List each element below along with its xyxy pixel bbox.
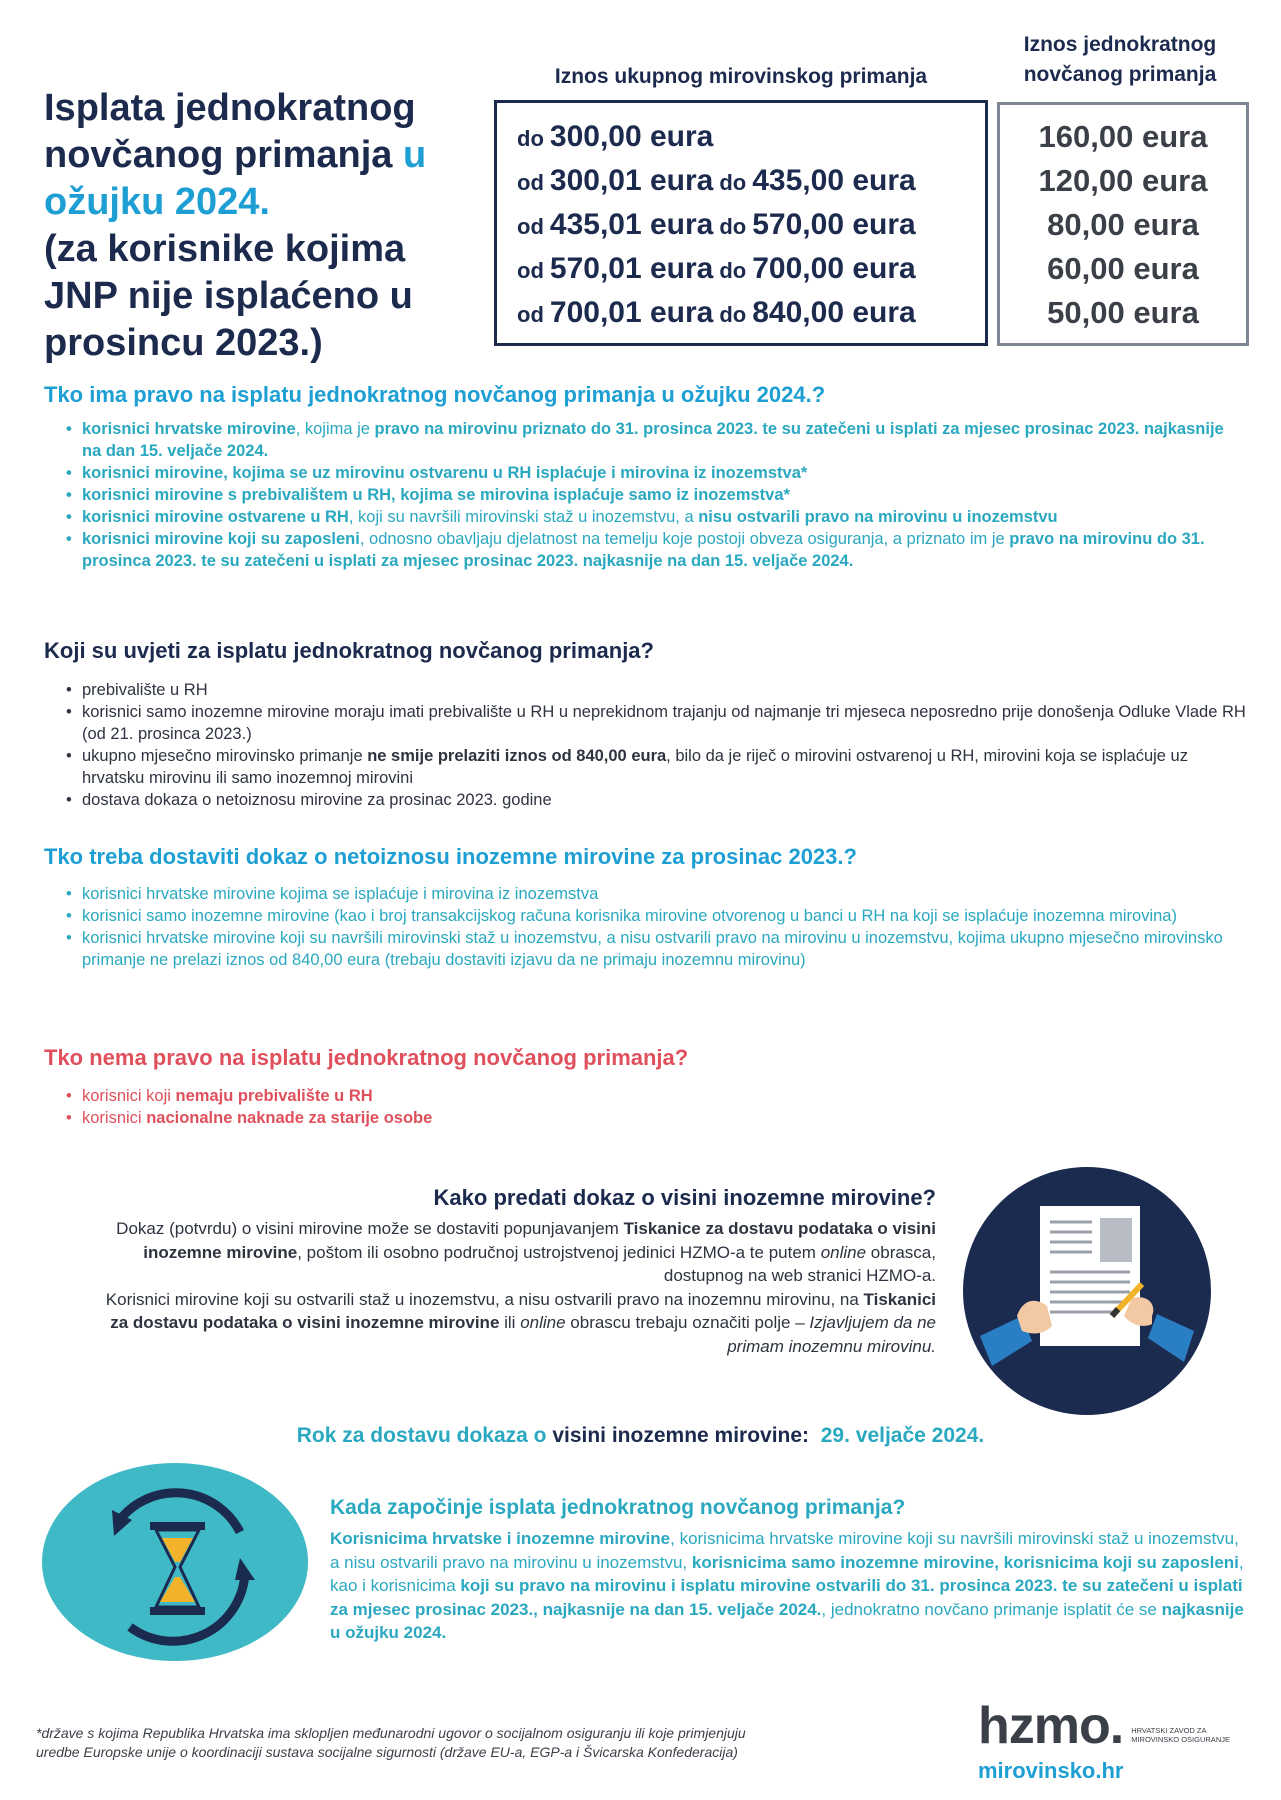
section5-text	[100, 1217, 936, 1358]
range-part: 700,01 eura	[549, 296, 714, 329]
hzmo-logo	[978, 1697, 1258, 1784]
amount-cell: 160,00 eura	[1038, 119, 1208, 154]
range-row	[517, 247, 916, 291]
section6-title: Kada započinje isplata jednokratnog novčanog primanja?	[330, 1496, 906, 1519]
text-part: ne smije prelaziti iznos od 840,00 eura	[367, 747, 667, 765]
list-item: • dostava dokaza o netoiznosu mirovine za prosinac 2023. godine	[44, 789, 1254, 811]
text-part: Korisnici mirovine koji su ostvarili staž u inozemstvu, a nisu ostvarili pravo na inozemnu mirovinu, na	[105, 1289, 864, 1309]
text-part: , bilo da je riječ o mirovini ostvarenoj u RH, mirovini koja se isplaćuje uz hrvatsku mirovinu ili samo inozemnoj mirovini	[82, 747, 1188, 787]
list-item: • korisnici samo inozemne mirovine (kao i broj transakcijskog računa korisnika mirovine otvorenog u banci u RH na koji se isplaćuje inozemna mirovina)	[44, 905, 1254, 927]
text-part: ukupno mjesečno mirovinsko primanje	[82, 747, 368, 765]
text-part: online	[820, 1242, 867, 1262]
text-part: Izjavljujem da ne primam inozemnu mirovinu.	[727, 1313, 936, 1356]
text-part: ili	[499, 1313, 521, 1332]
title-part: u	[402, 134, 427, 176]
list-item	[44, 462, 1244, 484]
range-part: od	[517, 258, 544, 283]
title-line: JNP nije isplaćeno u	[44, 275, 413, 317]
range-row	[517, 291, 916, 335]
section2-list	[44, 679, 1254, 811]
range-part: 700,00 eura	[752, 252, 916, 285]
section1-list	[44, 418, 1244, 572]
text-part: korisnici mirovine koji su zaposleni	[82, 530, 360, 548]
list-item	[44, 506, 1244, 528]
range-part: 570,00 eura	[752, 208, 916, 241]
range-part: do	[719, 170, 747, 195]
text-part: Tiskanice za dostavu podataka o visini inozemne mirovine	[143, 1219, 936, 1262]
text-part: pravo na mirovinu do 31. prosinca 2023. te su zatečeni u isplati za mjesec prosinac 2023. najkasnije na dan 15. veljače 2024.	[82, 530, 1205, 570]
range-part: 570,01 eura	[549, 252, 714, 285]
text-part: Korisnicima hrvatske i inozemne mirovine	[330, 1529, 671, 1548]
range-part: do	[517, 126, 544, 151]
range-part: 840,00 eura	[752, 296, 916, 329]
text-part: , koji su navršili mirovinski staž u inozemstvu, a	[348, 508, 699, 526]
list-item	[44, 418, 1244, 462]
website-link[interactable]: mirovinsko.hr	[978, 1758, 1124, 1783]
range-part: 435,01 eura	[549, 208, 714, 241]
section4-title: Tko nema pravo na isplatu jednokratnog novčanog primanja?	[44, 1045, 689, 1070]
list-item: • prebivalište u RH	[44, 679, 1254, 701]
range-part: od	[517, 170, 544, 195]
text-part: pravo na mirovinu priznato do 31. prosinca 2023. te su zatečeni u isplati za mjesec prosinac 2023. najkasnije na dan 15. veljače 2024.	[82, 420, 1224, 460]
logo-subtitle-line: HRVATSKI ZAVOD ZA	[1131, 1726, 1207, 1735]
range-row	[517, 159, 916, 203]
text-part: korisnici mirovine, kojima se uz mirovinu ostvarenu u RH isplaćuje i mirovina iz inozemstva*	[82, 464, 808, 482]
title-line: prosincu 2023.)	[44, 322, 323, 364]
title-line: ožujku 2024.	[44, 181, 270, 223]
footnote-line: uredbe Europske unije o koordinaciji sustava socijalne sigurnosti (države EU-a, EGP-a i Švicarska Konfederacija)	[36, 1744, 738, 1760]
range-part: do	[719, 258, 747, 283]
range-part: od	[517, 214, 544, 239]
text-part: Rok za dostavu dokaza o	[296, 1424, 553, 1447]
list-item: • korisnici samo inozemne mirovine moraju imati prebivalište u RH u neprekidnom trajanju od najmanje tri mjeseca neposredno prije donošenja Odluke Vlade RH (od 21. prosinca 2023.)	[44, 701, 1254, 745]
range-part: do	[719, 302, 747, 327]
range-part: od	[517, 302, 544, 327]
list-item: • korisnici hrvatske mirovine kojima se isplaćuje i mirovina iz inozemstva	[44, 883, 1254, 905]
text-part: , jednokratno novčano primanje isplatit će se	[821, 1599, 1162, 1619]
ranges-header: Iznos ukupnog mirovinskog primanja	[554, 65, 928, 88]
hourglass-refresh-icon	[40, 1462, 310, 1662]
section6-text	[330, 1527, 1246, 1645]
text-part: obrasca, dostupnog na web stranici HZMO-a.	[663, 1242, 936, 1285]
range-row	[517, 203, 916, 247]
amount-cell: 120,00 eura	[1038, 163, 1208, 198]
page-title	[44, 85, 474, 367]
text-part: koji su pravo na mirovinu i isplatu mirovine ostvarili do 31. prosinca 2023. te su zatečeni u isplati za mjesec prosinac 2023., najkasnije na dan 15. veljače 2024.	[330, 1576, 1243, 1619]
list-item	[44, 528, 1244, 572]
text-part: Dokaz (potvrdu) o visini mirovine može se dostaviti popunjavanjem	[116, 1219, 624, 1238]
range-part: do	[719, 214, 747, 239]
text-part: visini inozemne mirovine:	[552, 1424, 810, 1447]
logo-subtitle	[1131, 1726, 1230, 1744]
text-part: nacionalne naknade za starije osobe	[146, 1109, 433, 1127]
footnote-line: *države s kojima Republika Hrvatska ima sklopljen međunarodni ugovor o socijalnom osiguranju ili koje primjenjuju	[36, 1725, 746, 1741]
text-part: 29. veljače 2024.	[820, 1424, 985, 1447]
text-part: obrascu trebaju označiti polje –	[565, 1313, 810, 1332]
range-part: 300,01 eura	[549, 164, 714, 197]
text-part: , kao i korisnicima	[330, 1552, 1244, 1595]
amount-header	[994, 30, 1246, 90]
logo-row	[978, 1697, 1258, 1755]
list-item: • korisnici hrvatske mirovine koji su navršili mirovinski staž u inozemstvu, a nisu ostvarili pravo na mirovinu u inozemstvu, kojima ukupno mjesečno mirovinsko primanje ne prelazi iznos od 840,00 eura (trebaju dostaviti izjavu da ne primaju inozemnu mirovinu)	[44, 927, 1254, 971]
amount-cell: 50,00 eura	[1047, 295, 1199, 330]
amounts-box	[997, 102, 1249, 346]
amount-cell: 80,00 eura	[1047, 207, 1199, 242]
list-item	[44, 484, 1244, 506]
text-part: korisnici koji	[82, 1087, 176, 1105]
amount-header-line: novčanog primanja	[1023, 63, 1217, 86]
list-item	[44, 1107, 1244, 1129]
text-part: Tiskanici za dostavu podataka o visini inozemne mirovine	[110, 1289, 936, 1332]
section4-list	[44, 1085, 1244, 1129]
title-line: (za korisnike kojima	[44, 228, 406, 270]
text-part: , korisnicima hrvatske mirovine koji su navršili mirovinski staž u inozemstvu, a nisu ostvarili pravo na mirovinu u inozemstvu,	[330, 1529, 1239, 1572]
text-part: najkasnije u ožujku 2024.	[330, 1599, 1244, 1642]
title-line: Isplata jednokratnog	[44, 87, 416, 129]
range-part: 435,00 eura	[752, 164, 916, 197]
text-part: korisnici	[82, 1109, 147, 1127]
list-item	[44, 745, 1254, 789]
text-part: nisu ostvarili pravo na mirovinu u inozemstvu	[698, 508, 1058, 526]
text-part: nemaju prebivalište u RH	[175, 1087, 373, 1105]
paragraph	[100, 1288, 936, 1359]
paragraph	[100, 1217, 936, 1288]
text-part: korisnici mirovine s prebivalištem u RH, kojima se mirovina isplaćuje samo iz inozemstva*	[82, 486, 790, 504]
text-part: korisnicima samo inozemne mirovine, korisnicima koji su zaposleni	[691, 1552, 1239, 1572]
section2-title: Koji su uvjeti za isplatu jednokratnog novčanog primanja?	[44, 638, 654, 663]
ranges-box	[494, 100, 988, 346]
text-part: korisnici hrvatske mirovine	[82, 420, 296, 438]
text-part: korisnici mirovine ostvarene u RH	[82, 508, 349, 526]
list-item	[44, 1085, 1244, 1107]
section1-title: Tko ima pravo na isplatu jednokratnog novčanog primanja u ožujku 2024.?	[44, 382, 826, 407]
title-part: novčanog primanja	[44, 134, 403, 176]
range-part: 300,00 eura	[549, 120, 714, 153]
title-line	[44, 132, 474, 179]
footnote	[36, 1724, 976, 1762]
section5-title: Kako predati dokaz o visini inozemne mirovine?	[433, 1185, 936, 1210]
document-hand-icon	[962, 1166, 1212, 1416]
section3-title: Tko treba dostaviti dokaz o netoiznosu inozemne mirovine za prosinac 2023.?	[44, 844, 857, 869]
text-part: , kojima je	[295, 420, 375, 438]
deadline-line	[0, 1421, 1281, 1451]
logo-subtitle-line: MIROVINSKO OSIGURANJE	[1131, 1735, 1230, 1744]
section3-list	[44, 883, 1254, 971]
amount-header-line: Iznos jednokratnog	[1023, 33, 1217, 56]
amount-cell: 60,00 eura	[1047, 251, 1199, 286]
range-row	[517, 115, 725, 159]
logo-mark: hzmo.	[978, 1697, 1124, 1755]
text-part: online	[520, 1313, 566, 1332]
text-part: , odnosno obavljaju djelatnost na temelju koje postoji obveza osiguranja, a priznato im je	[359, 530, 1010, 548]
text-part: , poštom ili osobno područnoj ustrojstvenoj jedinici HZMO-a te putem	[297, 1242, 821, 1262]
